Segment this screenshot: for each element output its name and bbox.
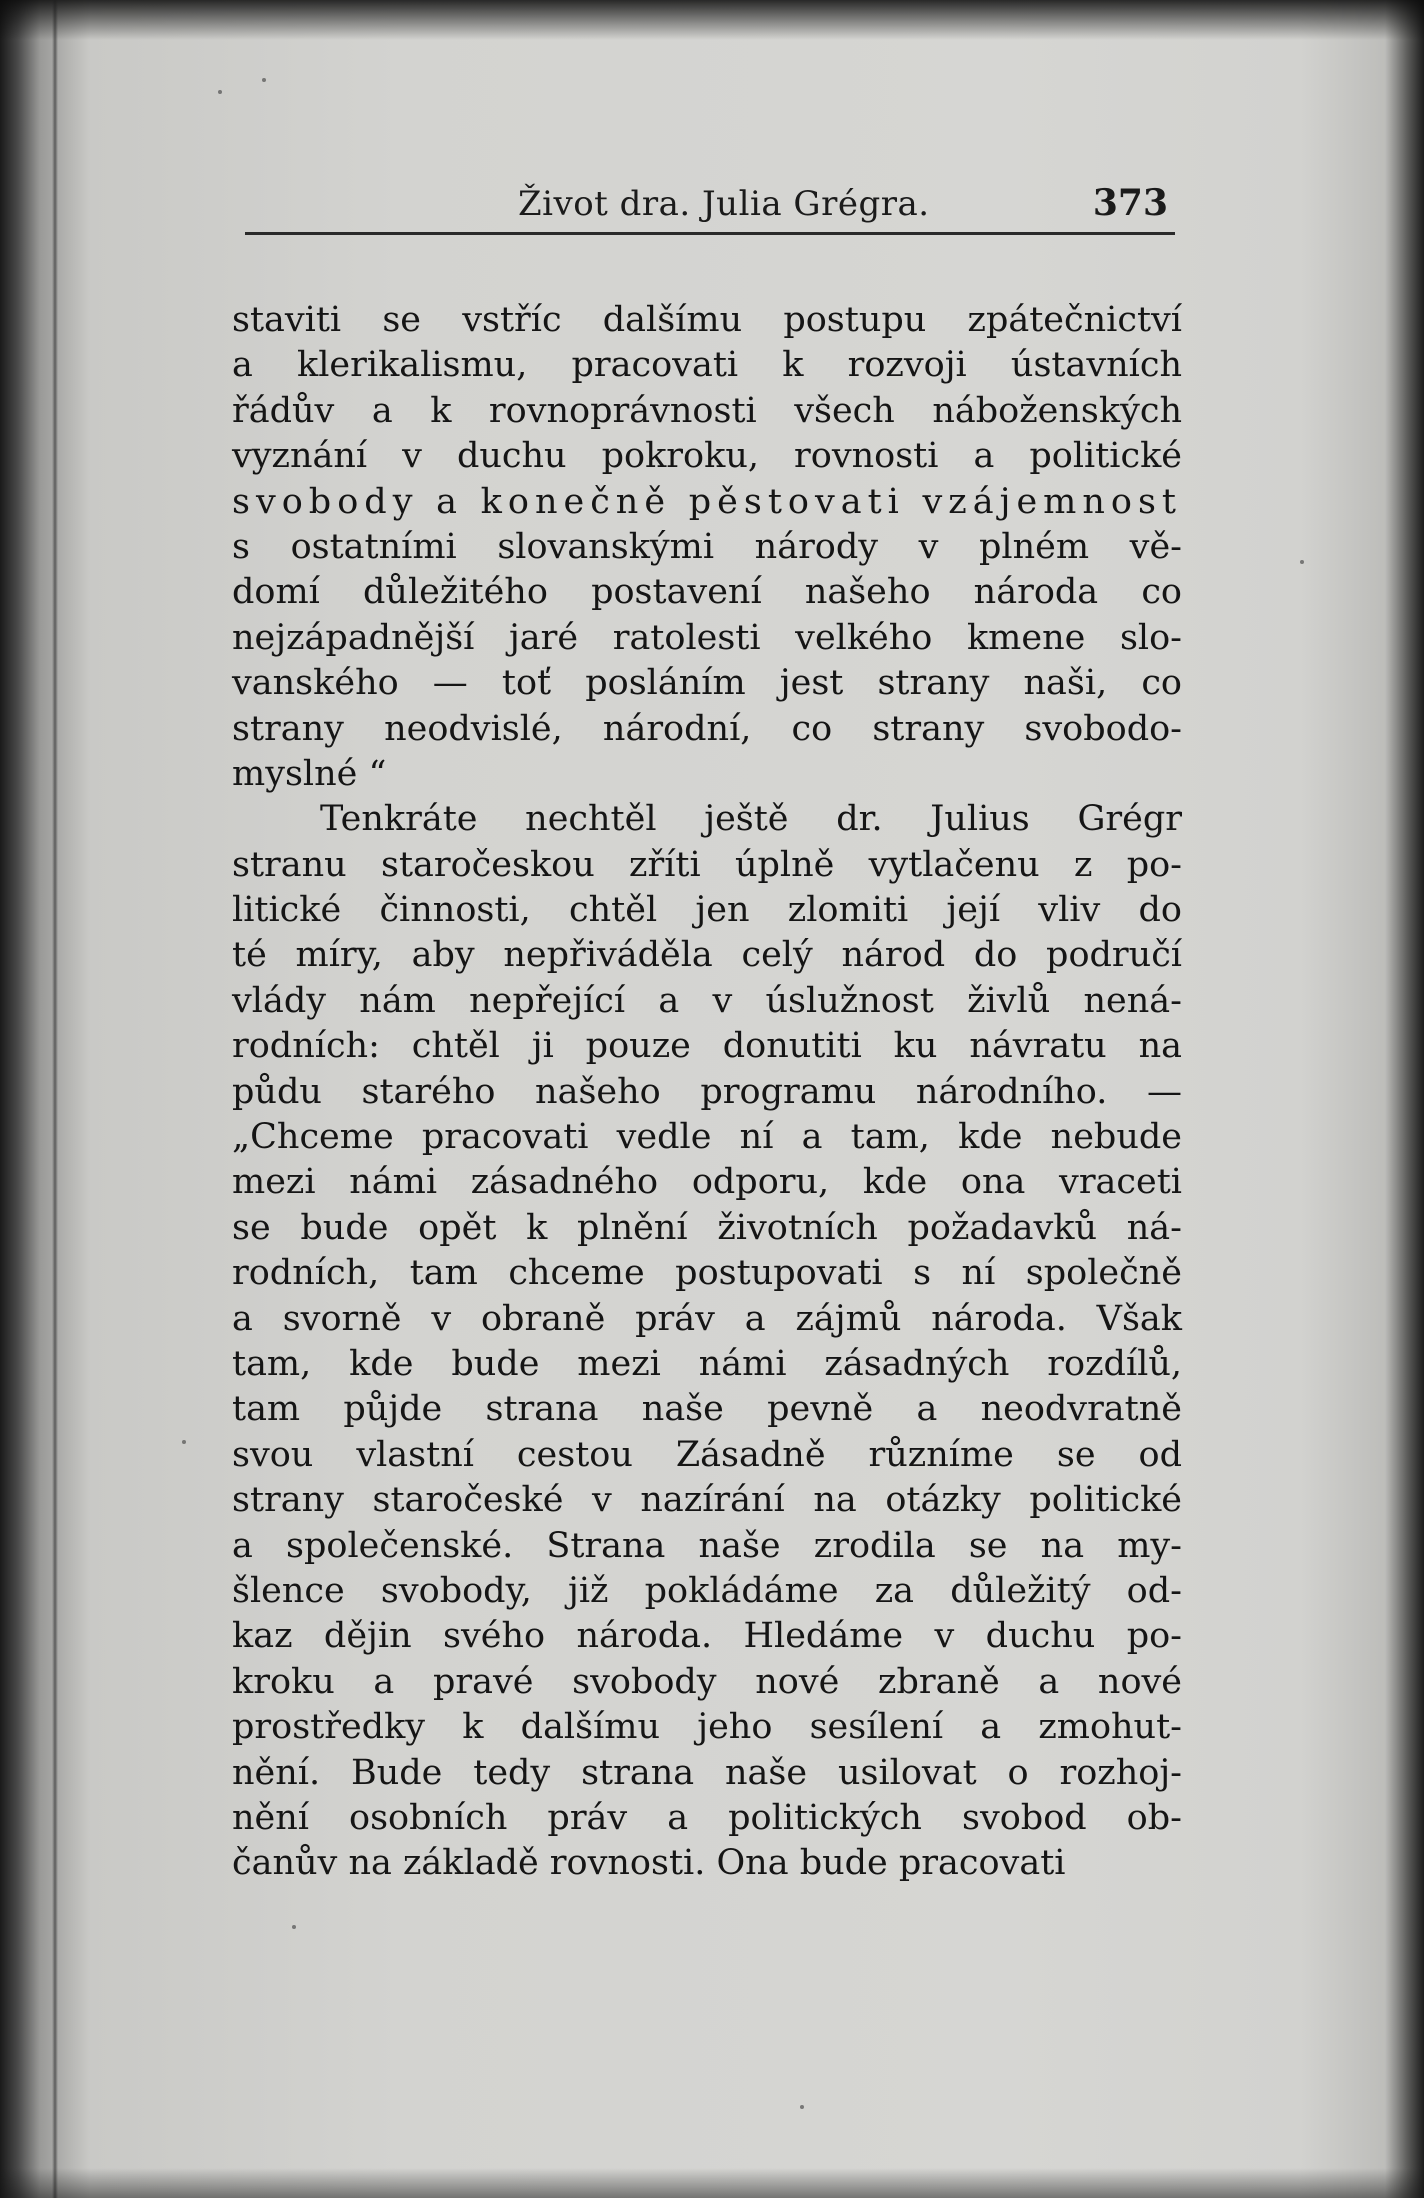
text-line: nění osobních práv a politických svobod ob- (232, 1797, 1182, 1838)
text-line: „Chceme pracovati vedle ní a tam, kde nebude (232, 1117, 1182, 1158)
text-line: strany neodvislé, národní, co strany svobodo- (232, 708, 1182, 749)
paper-speck (182, 1440, 186, 1444)
text-line: a klerikalismu, pracovati k rozvoji ústavních (232, 345, 1182, 386)
paper-speck (292, 1925, 296, 1929)
text-line: šlence svobody, již pokládáme za důležitý od- (232, 1570, 1182, 1611)
text-line: té míry, aby nepřiváděla celý národ do područí (232, 935, 1182, 976)
text-line: rodních, tam chceme postupovati s ní společně (232, 1253, 1182, 1294)
text-line: kaz dějin svého národa. Hledáme v duchu po- (232, 1616, 1182, 1657)
text-line: čanův na základě rovnosti. Ona bude pracovati (232, 1843, 1066, 1884)
text-line: prostředky k dalšímu jeho sesílení a zmohut- (232, 1707, 1182, 1748)
text-line: domí důležitého postavení našeho národa co (232, 572, 1182, 613)
paper-speck (800, 2105, 804, 2109)
running-head: Život dra. Julia Grégra. (518, 184, 930, 224)
paper-speck (262, 78, 266, 82)
text-line: tam, kde bude mezi námi zásadných rozdílů, (232, 1343, 1182, 1384)
text-line: staviti se vstříc dalšímu postupu zpátečnictví (232, 300, 1182, 340)
text-line: půdu starého našeho programu národního. — (232, 1071, 1182, 1112)
text-line: mezi námi zásadného odporu, kde ona vraceti (232, 1162, 1182, 1203)
text-line: svou vlastní cestou Zásadně různíme se od (232, 1434, 1182, 1475)
text-line: a společenské. Strana naše zrodila se na my- (232, 1525, 1182, 1566)
page-number: 373 (1092, 182, 1168, 224)
text-line: myslné “ (232, 753, 387, 794)
text-line: tam půjde strana naše pevně a neodvratně (232, 1389, 1182, 1430)
text-line: řádův a k rovnoprávnosti všech náboženských (232, 390, 1182, 431)
text-line: litické činnosti, chtěl jen zlomiti její vliv do (232, 890, 1182, 931)
text-line: nění. Bude tedy strana naše usilovat o rozhoj- (232, 1752, 1182, 1793)
text-line: vlády nám nepřející a v úslužnost živlů nená- (232, 980, 1182, 1021)
page-spine-shadow (52, 0, 58, 2198)
text-line: Tenkráte nechtěl ještě dr. Julius Grégr (320, 799, 1182, 840)
text-line: vyznání v duchu pokroku, rovnosti a politické (232, 436, 1182, 477)
text-line: strany staročeské v nazírání na otázky politické (232, 1480, 1182, 1521)
paper-speck (1300, 560, 1304, 564)
text-line: stranu staročeskou zříti úplně vytlačenu z po- (232, 844, 1182, 885)
text-line: svobody a konečně pěstovati vzájemnost (232, 481, 1182, 522)
body-text (232, 298, 1182, 1887)
header-rule (245, 232, 1175, 235)
text-line: a svorně v obraně práv a zájmů národa. Však (232, 1298, 1182, 1339)
text-line: se bude opět k plnění životních požadavků ná- (232, 1207, 1182, 1248)
text-line: rodních: chtěl ji pouze donutiti ku návratu na (232, 1026, 1182, 1067)
text-line: vanského — toť posláním jest strany naši, co (232, 663, 1182, 704)
text-line: s ostatními slovanskými národy v plném vě- (232, 526, 1182, 567)
paper-speck (218, 90, 222, 94)
text-line: nejzápadnější jaré ratolesti velkého kmene slo- (232, 617, 1182, 658)
text-line: kroku a pravé svobody nové zbraně a nové (232, 1661, 1182, 1702)
page-header (230, 180, 1180, 232)
